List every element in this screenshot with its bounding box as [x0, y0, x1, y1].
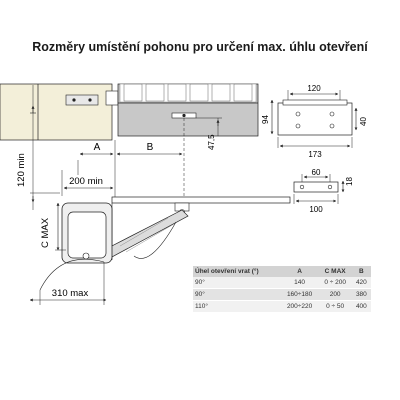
gate-leaf-open — [112, 197, 290, 260]
column-header-a: A — [281, 266, 319, 277]
rear-bracket-height-left: 94 — [261, 115, 270, 124]
label-c-max: C MAX — [40, 217, 51, 248]
table-cell: 380 — [352, 289, 371, 301]
table-cell: 200÷220 — [281, 301, 319, 313]
column-header-b: B — [352, 266, 371, 277]
table-row — [193, 289, 371, 301]
table-cell: 140 — [281, 277, 319, 289]
front-bracket-height-right: 18 — [345, 177, 354, 186]
label-47-5: 47,5 — [207, 134, 216, 150]
rear-bracket-width-bottom: 173 — [308, 150, 322, 159]
column-header-angle: Úhel otevření vrat (°) — [193, 266, 281, 277]
gate-leaf-top — [118, 84, 258, 136]
label-200-min: 200 min — [69, 176, 103, 187]
table-cell: 90° — [193, 289, 281, 301]
table-cell: 0 ÷ 200 — [319, 277, 352, 289]
operator-unit — [62, 203, 112, 263]
front-bracket-detail — [294, 168, 354, 214]
table-cell: 420 — [352, 277, 371, 289]
label-310-max: 310 max — [51, 288, 89, 299]
label-b: B — [146, 142, 154, 153]
table-cell: 0 ÷ 50 — [319, 301, 352, 313]
label-a: A — [93, 142, 101, 153]
operator-arm — [104, 210, 188, 258]
rear-bracket-width-top: 120 — [307, 84, 321, 93]
diagram-title: Rozměry umístění pohonu pro určení max. úhlu otevření — [32, 40, 368, 54]
table-cell: 160÷180 — [281, 289, 319, 301]
table-row — [193, 301, 371, 313]
label-120-min: 120 min — [16, 153, 27, 187]
front-bracket-width-bottom: 100 — [309, 205, 323, 214]
front-bracket-width-top: 60 — [311, 168, 321, 177]
rear-bracket-detail — [261, 84, 368, 159]
table-cell: 200 — [319, 289, 352, 301]
rear-bracket-height-right: 40 — [359, 117, 368, 126]
column-header-c-max: C MAX — [319, 266, 352, 277]
table-cell: 90° — [193, 277, 281, 289]
table-cell: 110° — [193, 301, 281, 313]
table-cell: 400 — [352, 301, 371, 313]
table-row — [193, 277, 371, 289]
table-header-row — [193, 266, 371, 277]
opening-angle-table — [193, 266, 371, 313]
pillar — [0, 84, 118, 140]
